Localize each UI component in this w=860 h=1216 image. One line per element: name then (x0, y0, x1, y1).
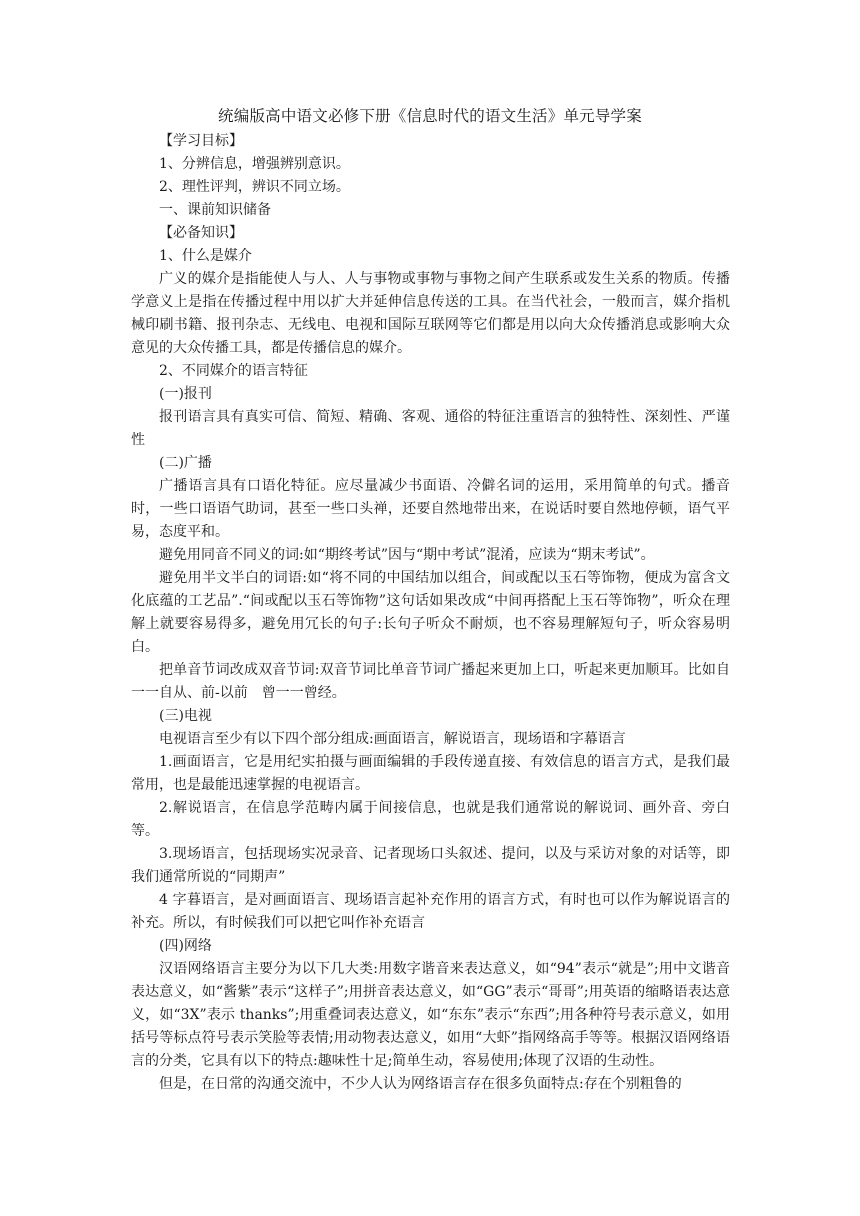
paragraph: 4 字暮语言，是对画面语言、现场语言起补充作用的语言方式，有时也可以作为解说语言的补充。所以，有时候我们可以把它叫作补充语言 (131, 892, 730, 931)
paragraph: 避免用同音不同义的词:如“期终考试”因与“期中考试”混淆，应读为“期末考试”。 (159, 547, 655, 563)
section-heading: (一)报刊 (159, 386, 212, 402)
section-heading: 2、理性评判，辨识不同立场。 (159, 179, 350, 195)
paragraph: 避免用半文半白的词语:如“将不同的中国结加以组合，间或配以玉石等饰物，便成为富含文化底蕴的工艺品”.“间或配以玉石等饰物”这句话如果改成“中间再搭配上玉石等饰物”，听众在理解上就要容易得多，避免用冗长的句子:长句子听众不耐烦，也不容易理解短句子，听众容易明白。 (131, 570, 730, 655)
paragraph: 报刊语言具有真实可信、简短、精确、客观、通俗的特征注重语言的独特性、深刻性、严谨性 (131, 409, 730, 448)
paragraph: 2.解说语言，在信息学范畴内属于间接信息，也就是我们通常说的解说词、画外音、旁白等。 (131, 800, 730, 839)
document-title: 统编版高中语文必修下册《信息时代的语文生活》单元导学案 (218, 107, 642, 125)
paragraph: 1.画面语言，它是用纪实拍摄与画面编辑的手段传递直接、有效信息的语言方式，是我们最常用，也是最能迅速掌握的电视语言。 (131, 754, 730, 793)
document-body (131, 130, 730, 1096)
section-heading: (四)网络 (159, 938, 212, 954)
paragraph: 广播语言具有口语化特征。应尽量减少书面语、冷僻名词的运用，采用简单的句式。播音时，一些口语语气助词，甚至一些口头禅，还要自然地带出来，在说话时要自然地停顿，语气平易，态度平和。 (131, 478, 730, 540)
paragraph: 把单音节词改成双音节词:双音节词比单音节词广播起来更加上口，听起来更加顺耳。比如自一一自从、前-以前 曾一一曾经。 (131, 662, 730, 701)
paragraph: 3.现场语言，包括现场实况录音、记者现场口头叙述、提问，以及与采访对象的对话等，即我们通常所说的“同期声” (131, 846, 730, 885)
section-heading: 1、分辨信息，增强辨别意识。 (159, 156, 350, 172)
section-heading: (二)广播 (159, 455, 212, 471)
section-heading: 【必备知识】 (159, 225, 243, 241)
section-heading: 【学习目标】 (159, 133, 243, 149)
paragraph: 广义的媒介是指能使人与人、人与事物或事物与事物之间产生联系或发生关系的物质。传播学意义上是指在传播过程中用以扩大并延伸信息传送的工具。在当代社会，一般而言，媒介指机械印刷书籍、报刊杂志、无线电、电视和国际互联网等它们都是用以向大众传播消息或影响大众意见的大众传播工具，都是传播信息的媒介。 (131, 271, 730, 356)
section-heading: 2、不同媒介的语言特征 (159, 363, 308, 379)
paragraph: 汉语网络语言主要分为以下几大类:用数字谐音来表达意义，如“94”表示“就是”;用中文谐音表达意义，如“酱紫”表示“这样子”;用拼音表达意义，如“GG”表示“哥哥”;用英语的缩略语表达意义，如“3X”表示 thanks”;用重叠词表达意义，如“东东”表示“东西”;用各种符号表示意义，如用括号等标点符号表示笑脸等表情;用动物表达意义，如用“大虾”指网络高手等等。根据汉语网络语言的分类，它具有以下的特点:趣味性十足;简单生动，容易使用;体现了汉语的生动性。 (131, 961, 730, 1069)
section-heading: (三)电视 (159, 708, 212, 724)
paragraph: 电视语言至少有以下四个部分组成:画面语言，解说语言，现场语和字幕语言 (159, 731, 626, 747)
section-heading: 1、什么是媒介 (159, 248, 252, 264)
paragraph: 但是，在日常的沟通交流中，不少人认为网络语言存在很多负面特点:存在个别粗鲁的 (159, 1076, 682, 1092)
section-heading: 一、课前知识储备 (159, 202, 271, 218)
